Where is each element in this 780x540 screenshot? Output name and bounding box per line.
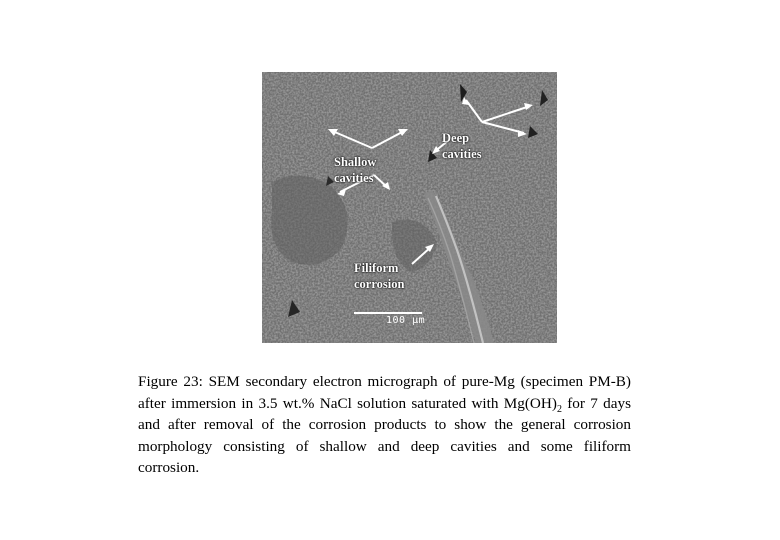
filiform-label-line1: Filiform: [354, 261, 399, 275]
shallow-label-line2: cavities: [334, 171, 374, 185]
sem-micrograph: [262, 72, 557, 343]
filiform-label-line2: corrosion: [354, 277, 405, 291]
caption-subscript: 2: [556, 403, 562, 415]
scale-bar-label: 100 μm: [386, 315, 426, 326]
shallow-cavities-label: [334, 154, 376, 186]
micrograph-image: [262, 72, 557, 343]
deep-cavities-label: [442, 130, 482, 162]
deep-label-line1: Deep: [442, 131, 470, 145]
filiform-corrosion-label: [354, 260, 404, 292]
deep-label-line2: cavities: [442, 147, 482, 161]
caption-text-part1: Figure 23: SEM secondary electron micrograph of pure-Mg (specimen PM-B) after immersion in 3.5 wt.% NaCl solution saturated with Mg(OH): [138, 373, 631, 412]
caption-text-part2: for 7 days and after removal of the corrosion products to show the general corrosion morphology consisting of shallow and deep cavities and some filiform corrosion.: [138, 394, 631, 477]
figure-caption: [138, 371, 631, 479]
shallow-label-line1: Shallow: [334, 155, 377, 169]
